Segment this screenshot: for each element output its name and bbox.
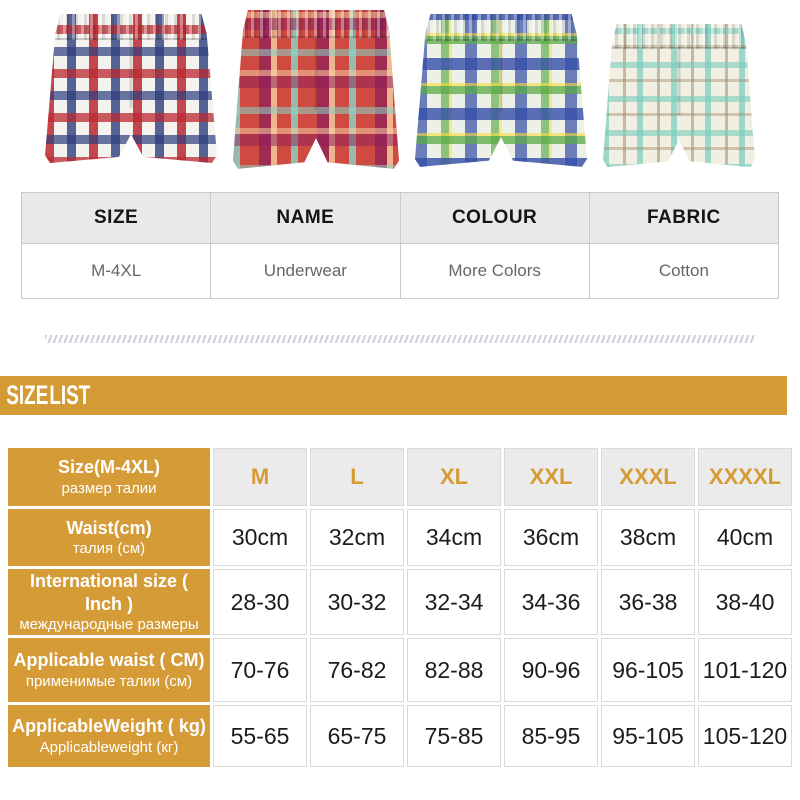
- size-list-table: [5, 445, 795, 770]
- cell-awaist-xxl: 90-96: [504, 638, 598, 702]
- spec-header-name: NAME: [211, 193, 400, 244]
- cell-inch-xl: 32-34: [407, 569, 501, 635]
- spec-header-row: [22, 193, 779, 244]
- product-image-red-teal-plaid: [233, 10, 399, 172]
- cell-awaist-m: 70-76: [213, 638, 307, 702]
- size-list-banner: [0, 376, 787, 415]
- size-col-xxl: XXL: [504, 448, 598, 506]
- spec-header-colour: COLOUR: [400, 193, 589, 244]
- row-label-en: International size ( Inch ): [29, 571, 189, 614]
- row-applicable-waist: [8, 638, 792, 702]
- spec-header-size: SIZE: [22, 193, 211, 244]
- cell-inch-m: 28-30: [213, 569, 307, 635]
- row-label-ru: международные размеры: [19, 616, 199, 633]
- cell-inch-xxl: 34-36: [504, 569, 598, 635]
- spec-value-name: Underwear: [211, 244, 400, 299]
- size-col-xxxxl: XXXXL: [698, 448, 792, 506]
- product-image-mint-plaid: [603, 24, 755, 170]
- size-table-header-row: [8, 448, 792, 506]
- row-label-applicable-weight: [8, 705, 210, 767]
- size-table-corner-cell: [8, 448, 210, 506]
- cell-inch-xxxxl: 38-40: [698, 569, 792, 635]
- cell-inch-xxxl: 36-38: [601, 569, 695, 635]
- cell-inch-l: 30-32: [310, 569, 404, 635]
- hatched-divider: [45, 335, 755, 343]
- row-label-ru: применимые талии (см): [25, 672, 193, 690]
- spec-table: [21, 192, 779, 299]
- product-image-red-navy-plaid: [45, 14, 217, 166]
- cell-awaist-xl: 82-88: [407, 638, 501, 702]
- cell-weight-l: 65-75: [310, 705, 404, 767]
- cell-waist-xxl: 36cm: [504, 509, 598, 566]
- cell-weight-m: 55-65: [213, 705, 307, 767]
- row-label-en: Waist(cm): [66, 517, 152, 538]
- row-label-en: Applicable waist ( CM): [13, 650, 205, 671]
- cell-weight-xxxxl: 105-120: [698, 705, 792, 767]
- row-label-waist-cm: [8, 509, 210, 566]
- product-image-row: [0, 0, 800, 180]
- size-list-title: SIZE LIST: [6, 380, 91, 410]
- size-col-m: M: [213, 448, 307, 506]
- size-col-xl: XL: [407, 448, 501, 506]
- cell-waist-xxxl: 38cm: [601, 509, 695, 566]
- row-applicable-weight: [8, 705, 792, 767]
- row-label-ru: талия (см): [72, 540, 146, 558]
- corner-label-ru: размер талии: [61, 479, 157, 497]
- cell-waist-m: 30cm: [213, 509, 307, 566]
- cell-waist-xl: 34cm: [407, 509, 501, 566]
- cell-weight-xxxl: 95-105: [601, 705, 695, 767]
- cell-awaist-l: 76-82: [310, 638, 404, 702]
- row-waist-cm: [8, 509, 792, 566]
- row-label-applicable-waist: [8, 638, 210, 702]
- spec-value-size: M-4XL: [22, 244, 211, 299]
- cell-awaist-xxxxl: 101-120: [698, 638, 792, 702]
- size-col-xxxl: XXXL: [601, 448, 695, 506]
- cell-weight-xl: 75-85: [407, 705, 501, 767]
- row-label-en: ApplicableWeight ( kg): [12, 716, 206, 737]
- spec-header-fabric: FABRIC: [589, 193, 778, 244]
- cell-awaist-xxxl: 96-105: [601, 638, 695, 702]
- row-label-ru: Applicableweight (кг): [39, 738, 179, 756]
- spec-value-row: [22, 244, 779, 299]
- size-col-l: L: [310, 448, 404, 506]
- corner-label-en: Size(M-4XL): [57, 457, 160, 478]
- spec-value-colour: More Colors: [400, 244, 589, 299]
- row-international-size: [8, 569, 792, 635]
- row-label-international-size: [8, 569, 210, 635]
- cell-waist-xxxxl: 40cm: [698, 509, 792, 566]
- cell-waist-l: 32cm: [310, 509, 404, 566]
- spec-value-fabric: Cotton: [589, 244, 778, 299]
- cell-weight-xxl: 85-95: [504, 705, 598, 767]
- product-image-blue-green-plaid: [415, 14, 587, 170]
